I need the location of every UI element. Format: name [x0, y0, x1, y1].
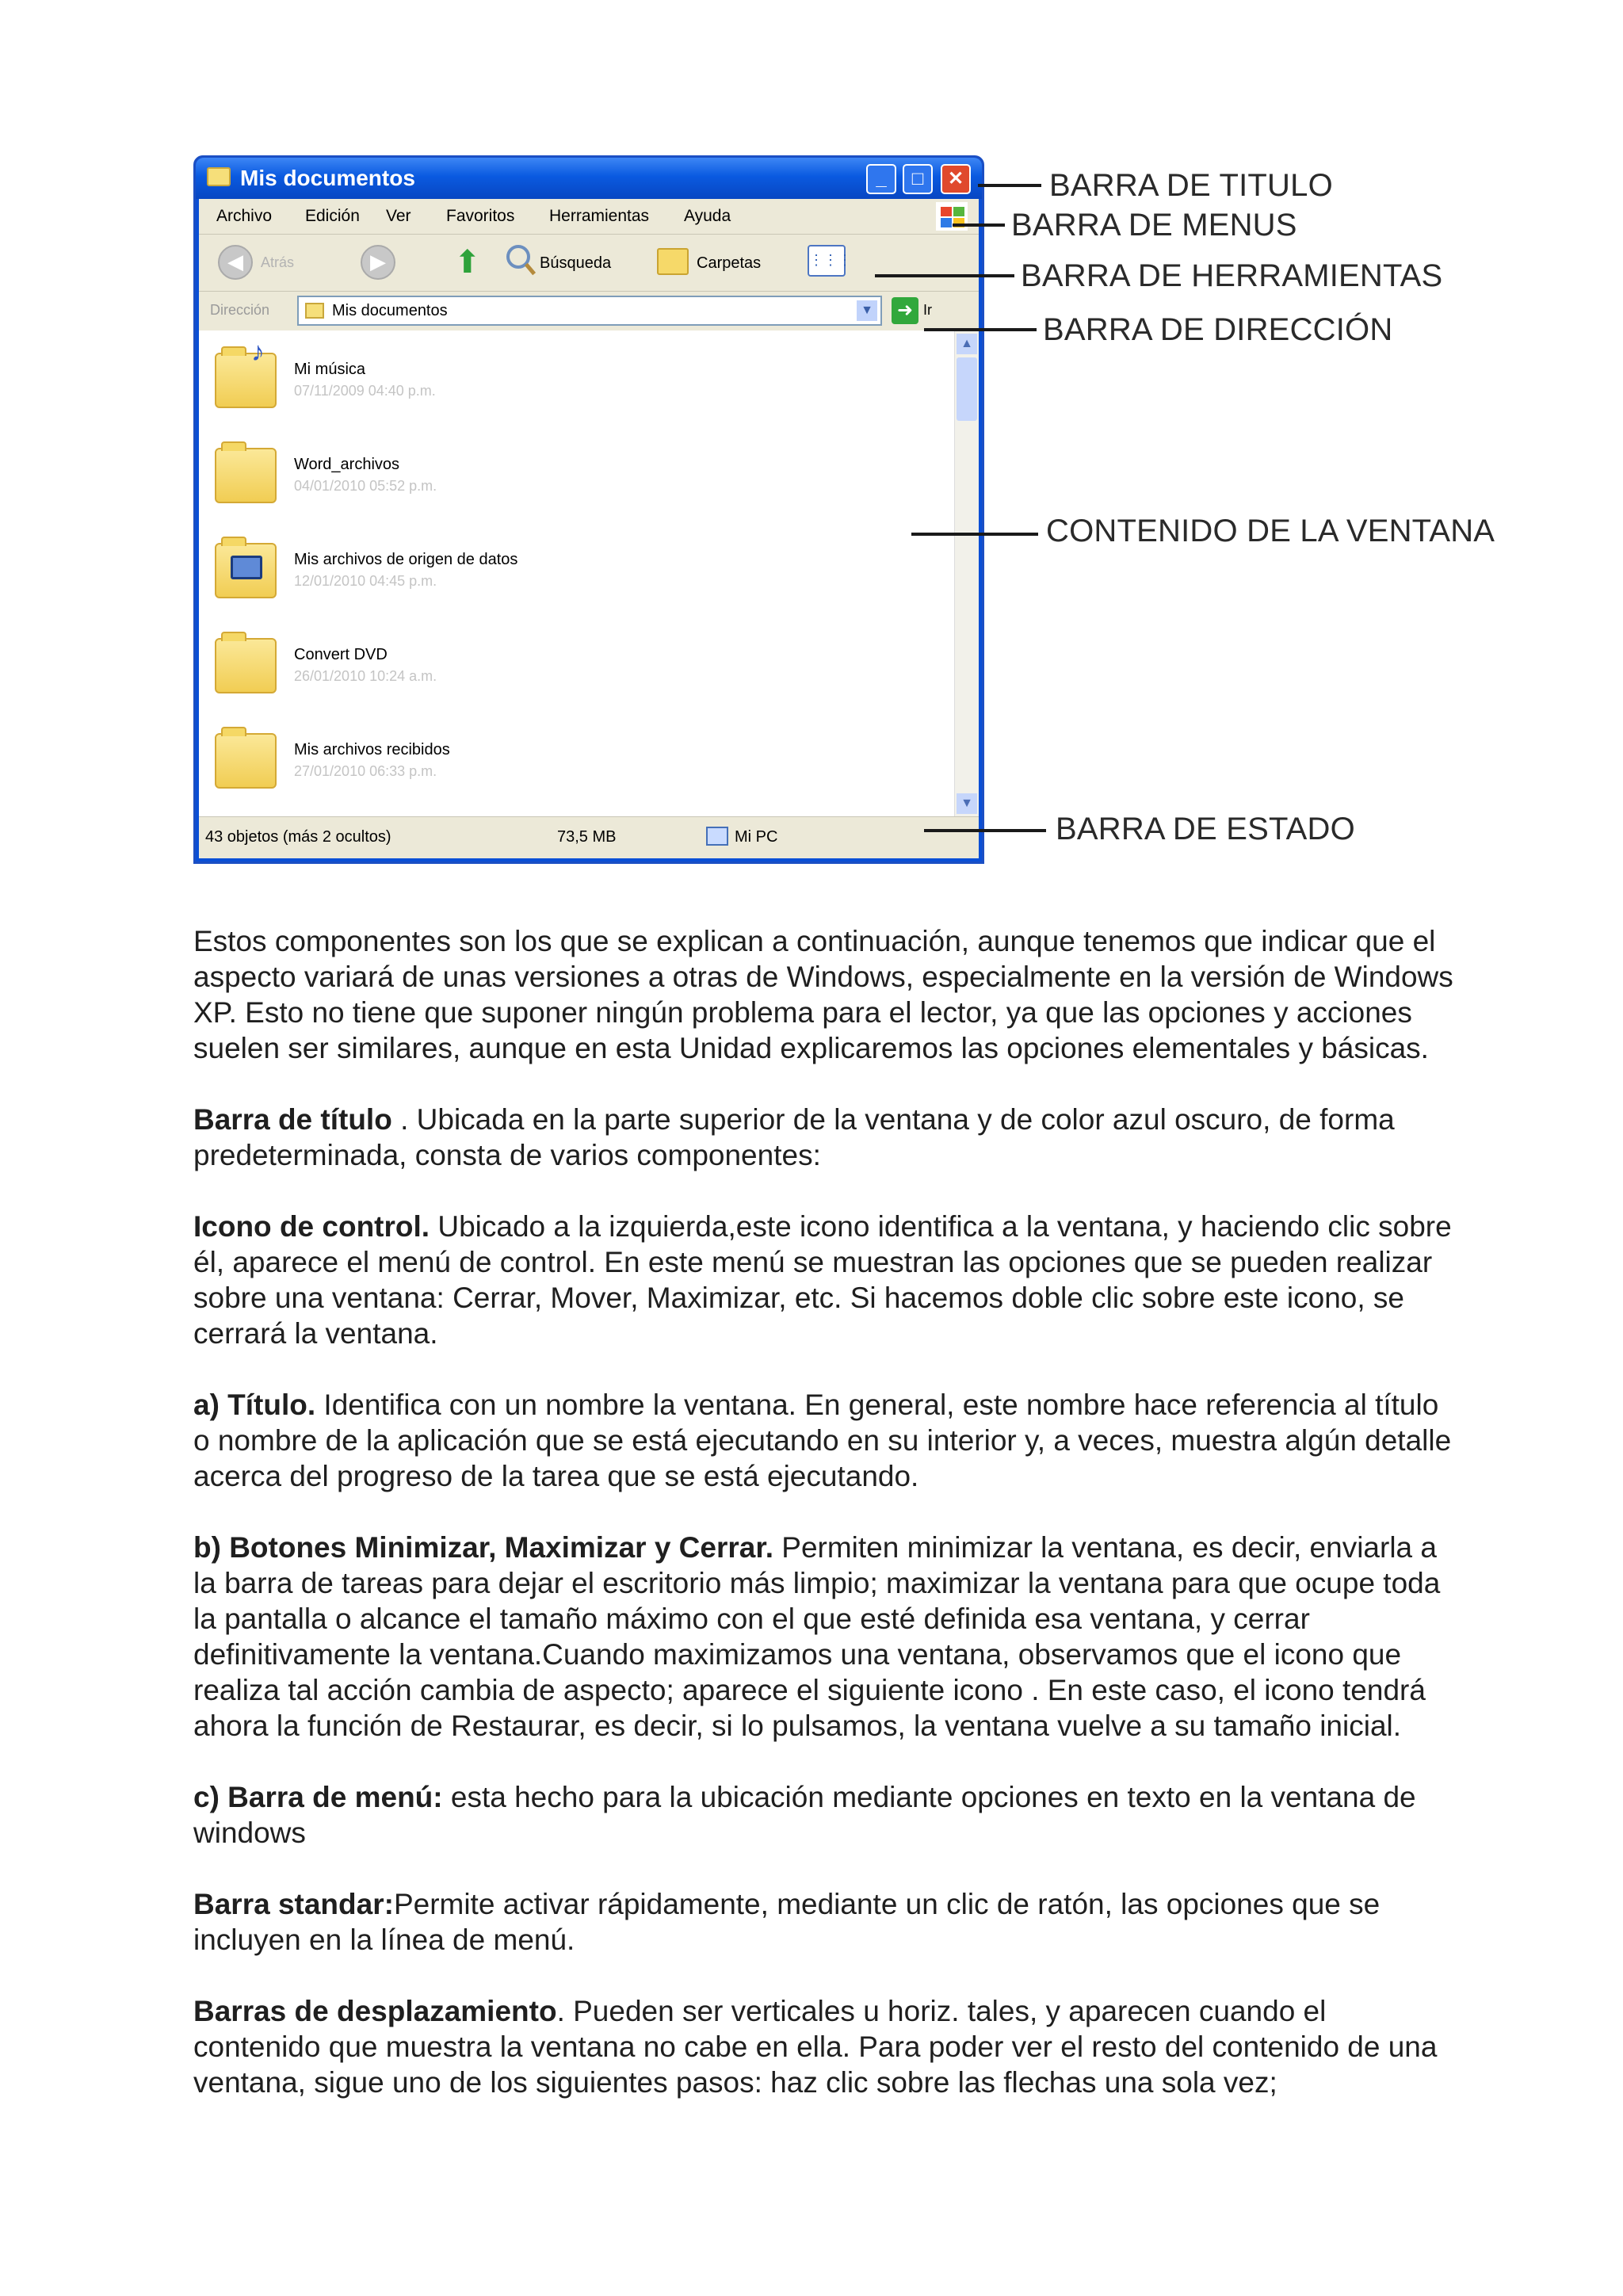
- item-date: 26/01/2010 10:24 a.m.: [294, 668, 437, 684]
- status-bar: [199, 816, 979, 858]
- paragraph-text: Identifica con un nombre la ventana. En general, este nombre hace referencia al título o nombre de la aplicación que se está ejecutando en su interior y, a veces, muestra algún detalle acerca del progreso de la tarea que se está ejecutando.: [193, 1389, 1452, 1492]
- window-content: [199, 330, 979, 817]
- back-icon[interactable]: ◀: [218, 245, 253, 280]
- paragraph-heading: Icono de control.: [193, 1210, 430, 1243]
- callout-contenido-ventana: CONTENIDO DE LA VENTANA: [1046, 514, 1495, 548]
- callout-barra-menus: BARRA DE MENUS: [1011, 208, 1297, 243]
- window-body: [199, 199, 979, 858]
- callout-line: [978, 184, 1041, 187]
- list-item[interactable]: [215, 725, 722, 804]
- close-icon[interactable]: ✕: [941, 164, 971, 194]
- menu-bar: [199, 199, 979, 235]
- paragraph-heading: b) Botones Minimizar, Maximizar y Cerrar.: [193, 1531, 773, 1564]
- item-name: Convert DVD: [294, 646, 388, 663]
- menu-ayuda[interactable]: Ayuda: [684, 207, 731, 225]
- paragraph-heading: Barras de desplazamiento: [193, 1995, 557, 2027]
- item-date: 12/01/2010 04:45 p.m.: [294, 573, 437, 589]
- paragraph: [193, 1102, 1461, 1173]
- item-name: Mi música: [294, 361, 366, 378]
- paragraph: [193, 923, 1461, 1066]
- callout-barra-titulo: BARRA DE TITULO: [1049, 168, 1333, 203]
- paragraph-text: Estos componentes son los que se explican a continuación, aunque tenemos que indicar que el aspecto variará de unas versiones a otras de Windows, especialmente en la versión de Windows XP. Esto no tiene que suponer ningún problema para el lector, ya que las opciones y acciones suelen ser similares, aunque en esta Unidad explicaremos las opciones elementales y básicas.: [193, 925, 1453, 1064]
- callout-barra-herramientas: BARRA DE HERRAMIENTAS: [1021, 258, 1443, 293]
- paragraph: [193, 1209, 1461, 1351]
- callout-line: [924, 328, 1037, 331]
- paragraph: [193, 1993, 1461, 2100]
- menu-favoritos[interactable]: Favoritos: [446, 207, 515, 225]
- list-item[interactable]: [215, 440, 722, 519]
- callout-barra-estado: BARRA DE ESTADO: [1056, 812, 1355, 846]
- folder-icon: [215, 733, 277, 789]
- menu-edicion[interactable]: Edición: [305, 207, 360, 225]
- callout-line: [924, 829, 1046, 832]
- up-folder-icon[interactable]: ⬆: [454, 245, 481, 280]
- data-source-icon: [231, 556, 262, 579]
- paragraph-heading: Barra standar:: [193, 1888, 394, 1920]
- window-title: Mis documentos: [240, 166, 415, 190]
- body-text: [193, 923, 1461, 2136]
- item-date: 04/01/2010 05:52 p.m.: [294, 478, 437, 494]
- paragraph-text: . Ubicada en la parte superior de la ventana y de color azul oscuro, de forma predeterminada, consta de varios componentes:: [193, 1103, 1395, 1171]
- folders-icon[interactable]: [657, 248, 689, 275]
- scroll-up-icon[interactable]: ▲: [957, 334, 977, 354]
- go-button[interactable]: Ir: [923, 302, 932, 318]
- chevron-down-icon[interactable]: ▼: [857, 300, 877, 321]
- music-note-icon: ♪: [251, 337, 265, 367]
- paragraph-text: . Pueden ser verticales u horiz. tales, y aparecen cuando el contenido que muestra la ventana no cabe en ella. Para poder ver el resto del contenido de una ventana, sigue uno de los siguientes pasos: haz clic sobre las flechas una sola vez;: [193, 1995, 1438, 2099]
- menu-archivo[interactable]: Archivo: [216, 207, 273, 225]
- item-name: Mis archivos recibidos: [294, 741, 450, 758]
- address-value: Mis documentos: [332, 302, 448, 319]
- paragraph: [193, 1779, 1461, 1851]
- forward-icon[interactable]: ▶: [361, 245, 395, 280]
- computer-icon: [706, 827, 728, 846]
- paragraph-text: esta hecho para la ubicación mediante opciones en texto en la ventana de windows: [193, 1781, 1416, 1849]
- paragraph-text: Permiten minimizar la ventana, es decir, enviarla a la barra de tareas para dejar el escritorio más limpio; maximizar la ventana para que ocupe toda la pantalla o alcance el tamaño máximo con el que esté definida esa ventana, y cerrar definitivamente la ventana.Cuando maximizamos una ventana, observamos que el icono que realiza tal acción cambia de aspecto; aparece el siguiente icono . En este caso, el icono tendrá ahora la función de Restaurar, es decir, si lo pulsamos, la ventana vuelve a su tamaño inicial.: [193, 1531, 1441, 1742]
- callout-line: [953, 223, 1005, 227]
- paragraph: [193, 1387, 1461, 1494]
- explorer-figure: [0, 0, 1623, 880]
- item-date: 07/11/2009 04:40 p.m.: [294, 383, 436, 399]
- item-name: Word_archivos: [294, 456, 400, 473]
- list-item[interactable]: [215, 630, 722, 709]
- maximize-icon[interactable]: □: [903, 164, 933, 194]
- paragraph-heading: c) Barra de menú:: [193, 1781, 443, 1813]
- search-button[interactable]: Búsqueda: [540, 254, 612, 272]
- status-size: 73,5 MB: [557, 828, 617, 846]
- folder-icon: [215, 448, 277, 503]
- callout-barra-direccion: BARRA DE DIRECCIÓN: [1043, 312, 1393, 347]
- address-bar: [199, 291, 979, 330]
- paragraph: [193, 1530, 1461, 1744]
- status-objects: 43 objetos (más 2 ocultos): [205, 828, 391, 846]
- tool-bar: [199, 234, 979, 292]
- list-item[interactable]: [215, 337, 722, 424]
- folder-icon: [305, 303, 324, 319]
- vertical-scrollbar[interactable]: [954, 330, 979, 817]
- callout-line: [875, 274, 1014, 277]
- paragraph-heading: Barra de título: [193, 1103, 392, 1136]
- folder-icon: [207, 167, 231, 186]
- paragraph: [193, 1886, 1461, 1958]
- address-label: Dirección: [210, 302, 270, 318]
- item-date: 27/01/2010 06:33 p.m.: [294, 763, 437, 779]
- paragraph-text: Permite activar rápidamente, mediante un clic de ratón, las opciones que se incluyen en la línea de menú.: [193, 1888, 1381, 1956]
- search-icon[interactable]: [506, 245, 530, 269]
- address-input[interactable]: [297, 296, 882, 326]
- folder-icon: [215, 638, 277, 693]
- paragraph-heading: a) Título.: [193, 1389, 316, 1421]
- views-icon[interactable]: ⋮⋮⋮: [808, 245, 846, 277]
- list-item[interactable]: [215, 535, 722, 614]
- explorer-window: [193, 155, 984, 864]
- folders-button[interactable]: Carpetas: [697, 254, 762, 272]
- go-arrow-icon[interactable]: ➜: [892, 297, 918, 324]
- menu-herramientas[interactable]: Herramientas: [549, 207, 650, 225]
- title-bar[interactable]: [196, 158, 982, 199]
- paragraph-text: Ubicado a la izquierda,este icono identifica a la ventana, y haciendo clic sobre él, aparece el menú de control. En este menú se muestran las opciones que se pueden realizar sobre una ventana: Cerrar, Mover, Maximizar, etc. Si hacemos doble clic sobre este icono, se cerrará la ventana.: [193, 1210, 1452, 1350]
- menu-ver[interactable]: Ver: [386, 207, 411, 225]
- back-label[interactable]: Atrás: [261, 254, 295, 270]
- item-name: Mis archivos de origen de datos: [294, 551, 518, 568]
- scroll-thumb[interactable]: [957, 357, 977, 421]
- minimize-icon[interactable]: _: [866, 164, 896, 194]
- scroll-down-icon[interactable]: ▼: [957, 793, 977, 814]
- music-folder-icon: [215, 353, 277, 408]
- status-location: Mi PC: [735, 828, 778, 846]
- callout-line: [911, 533, 1038, 536]
